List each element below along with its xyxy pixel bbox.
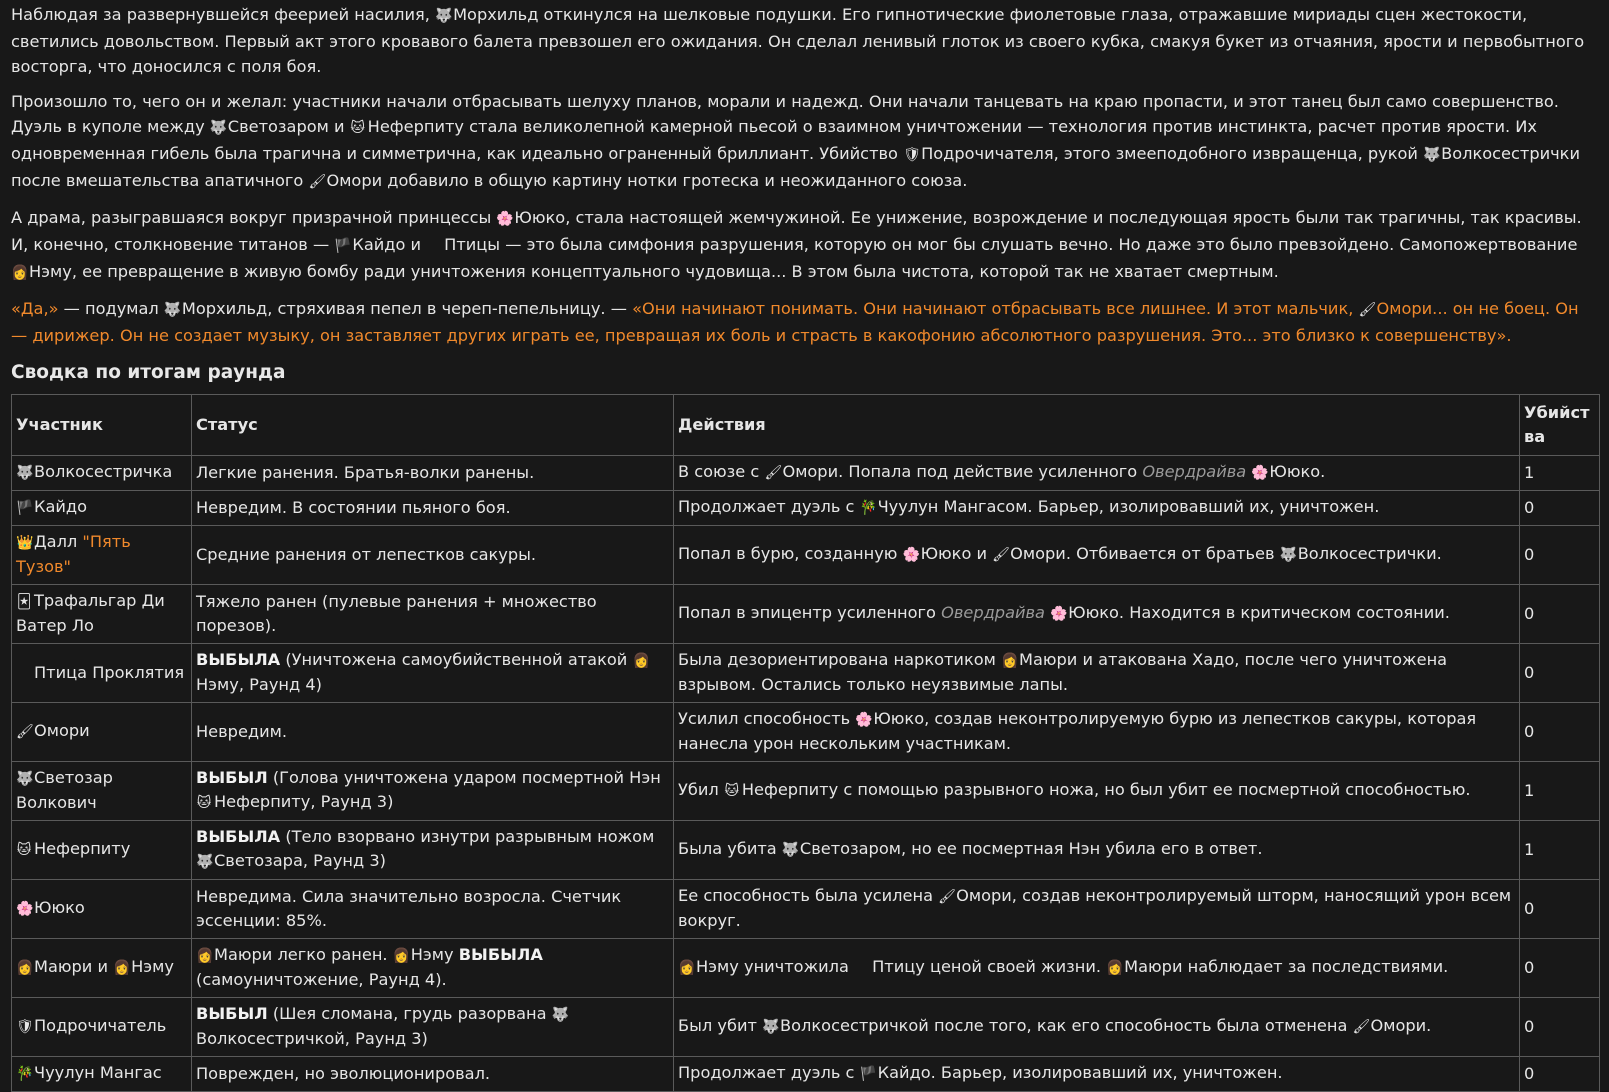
kills-cell: 0 [1520, 1057, 1600, 1092]
person-icon: 👩 [632, 653, 650, 669]
status-cell: Невредим. [192, 703, 674, 762]
flower-icon: 🌸 [16, 901, 34, 917]
participant-cell: 🌸Ююко [12, 880, 192, 939]
brush-icon: 🖌 [1352, 1019, 1371, 1035]
wolf-icon: 🐺 [16, 771, 34, 787]
kills-cell: 0 [1520, 939, 1600, 998]
actions-cell: Усилил способность 🌸Ююко, создав неконтролируемую бурю из лепестков сакуры, которая нанесла урон нескольким участникам. [674, 703, 1520, 762]
kills-cell: 0 [1520, 526, 1600, 585]
actions-cell: Ее способность была усилена 🖌Омори, создав неконтролируемый шторм, наносящий урон всем вокруг. [674, 880, 1520, 939]
wolf-icon: 🐺 [435, 8, 453, 24]
participant-cell: 🏴Кайдо [12, 491, 192, 526]
actions-cell: Попал в эпицентр усиленного Овердрайва 🌸Ююко. Находится в критическом состоянии. [674, 585, 1520, 644]
wolf-icon: 🐺 [781, 842, 800, 858]
header-participant: Участник [12, 395, 192, 456]
crown-icon: 👑 [16, 535, 34, 551]
flower-icon: 🌸 [1050, 606, 1068, 622]
table-row [12, 703, 1600, 762]
table-row [12, 491, 1600, 526]
status-cell: 👩Маюри легко ранен. 👩Нэму ВЫБЫЛА (самоуничтожение, Раунд 4). [192, 939, 674, 998]
participant-cell: 🖌Омори [12, 703, 192, 762]
table-row [12, 998, 1600, 1057]
paragraph-1: Наблюдая за развернувшейся феерией насилия, 🐺Морхильд откинулся на шелковые подушки. Его гипнотические фиолетовые глаза, отражавшие мириады сцен жестокости, светились довольством. Первый акт этого кровавого балета превзошел его ожидания. Он сделал ленивый глоток из своего кубка, смакуя букет из отчаяния, ярости и первобытного восторга, что доносился с поля боя. [11, 5, 1585, 76]
table-header-row [12, 395, 1600, 456]
flag-icon: 🏴 [859, 1066, 878, 1082]
wolf-icon: 🐺 [1279, 547, 1298, 563]
table-row [12, 821, 1600, 880]
person-icon: 👩 [16, 960, 34, 976]
table-row [12, 762, 1600, 821]
kills-cell: 0 [1520, 644, 1600, 703]
paragraph-2: Произошло то, чего он и желал: участники начали отбрасывать шелуху планов, морали и надежд. Они начали танцевать на краю пропасти, и этот танец был само совершенство. Дуэль в куполе между 🐺Светозаром и 🐱 Неферпиту стала великолепной камерной пьесой о взаимном уничтожении — технология против инстинкта, расчет против ярости. Их одновременная гибель была трагична и симметрична, как идеально ограненный бриллиант. Убийство 🛡Подрочичателя, этого змееподобного извращенца, рукой 🐺Волкосестрички после вмешательства апатичного 🖌Омори добавило в общую картину нотки гротеска и неожиданного союза. [11, 89, 1599, 195]
participant-cell: 🐺Светозар Волкович [12, 762, 192, 821]
kills-cell: 0 [1520, 703, 1600, 762]
kills-cell: 0 [1520, 998, 1600, 1057]
kills-cell: 0 [1520, 585, 1600, 644]
shield-icon: 🛡 [16, 1019, 34, 1035]
brush-icon: 🖌 [764, 465, 783, 481]
person-icon: 👩 [1106, 960, 1124, 976]
person-icon: 👩 [196, 948, 214, 964]
actions-cell: Была убита 🐺Светозаром, но ее посмертная Нэн убила его в ответ. [674, 821, 1520, 880]
brush-icon: 🖌 [938, 889, 956, 905]
status-cell: Поврежден, но эволюционировал. [192, 1057, 674, 1092]
status-cell: Тяжело ранен (пулевые ранения + множество порезов). [192, 585, 674, 644]
status-cell: Невредим. В состоянии пьяного боя. [192, 491, 674, 526]
status-cell: ВЫБЫЛА (Тело взорвано изнутри разрывным ножом 🐺Светозара, Раунд 3) [192, 821, 674, 880]
actions-cell: Продолжает дуэль с 🏴Кайдо. Барьер, изолировавший их, уничтожен. [674, 1057, 1520, 1092]
actions-cell: Продолжает дуэль с 🎋Чуулун Мангасом. Барьер, изолировавший их, уничтожен. [674, 491, 1520, 526]
table-row [12, 526, 1600, 585]
wolf-icon: 🐺 [762, 1019, 780, 1035]
status-cell: ВЫБЫЛА (Уничтожена самоубийственной атакой 👩Нэму, Раунд 4) [192, 644, 674, 703]
summary-table [11, 394, 1600, 1092]
cat-icon: 🐱 [16, 842, 32, 858]
participant-cell: 🃏 Трафальгар Ди Ватер Ло [12, 585, 192, 644]
brush-icon: 🖌 [16, 724, 34, 740]
status-cell: Невредима. Сила значительно возросла. Счетчик эссенции: 85%. [192, 880, 674, 939]
participant-cell: 👩Маюри и 👩Нэму [12, 939, 192, 998]
header-status: Статус [192, 395, 674, 456]
wolf-icon: 🐺 [209, 120, 228, 136]
participant-cell: Птица Проклятия [12, 644, 192, 703]
kills-cell: 0 [1520, 880, 1600, 939]
participant-cell: 🎋Чуулун Мангас [12, 1057, 192, 1092]
status-cell: ВЫБЫЛ (Шея сломана, грудь разорвана 🐺Волкосестричкой, Раунд 3) [192, 998, 674, 1057]
table-row [12, 1057, 1600, 1092]
flower-icon: 🌸 [902, 547, 920, 563]
table-row [12, 644, 1600, 703]
person-icon: 👩 [1000, 653, 1019, 669]
paragraph-3: А драма, разыгравшаяся вокруг призрачной принцессы 🌸Ююко, стала настоящей жемчужиной. Ее унижение, возрождение и последующая ярость были так трагичны, так красивы. И, конечно, столкновение титанов — 🏴Кайдо и Птицы — это была симфония разрушения, которую он мог бы слушать вечно. Но даже это было превзойдено. Самопожертвование 👩Нэму, ее превращение в живую бомбу ради уничтожения концептуального чудовища... В этом была чистота, которой так не хватает смертным. [11, 205, 1599, 286]
summary-heading: Сводка по итогам раунда [11, 362, 286, 383]
actions-cell: В союзе с 🖌Омори. Попала под действие усиленного Овердрайва 🌸Ююко. [674, 456, 1520, 491]
actions-cell: Была дезориентирована наркотиком 👩Маюри и атакована Хадо, после чего уничтожена взрывом. Остались только неуязвимые лапы. [674, 644, 1520, 703]
person-icon: 👩 [11, 265, 29, 281]
flower-icon: 🌸 [1251, 465, 1269, 481]
kills-cell: 1 [1520, 821, 1600, 880]
flower-icon: 🌸 [496, 211, 514, 227]
participant-cell: 🐺Волкосестричка [12, 456, 192, 491]
brush-icon: 🖌 [992, 547, 1010, 563]
table-row [12, 456, 1600, 491]
kills-cell: 0 [1520, 491, 1600, 526]
wolf-icon: 🐺 [551, 1007, 570, 1023]
actions-cell: Был убит 🐺Волкосестричкой после того, как его способность была отменена 🖌Омори. [674, 998, 1520, 1057]
wolf-icon: 🐺 [196, 854, 214, 870]
status-cell: ВЫБЫЛ (Голова уничтожена ударом посмертной Нэн 🐱 Неферпиту, Раунд 3) [192, 762, 674, 821]
brush-icon: 🖌 [308, 174, 327, 190]
cat-icon: 🐱 [724, 783, 740, 799]
shield-icon: 🛡 [903, 147, 921, 163]
participant-cell: 🛡Подрочичатель [12, 998, 192, 1057]
actions-cell: Попал в бурю, созданную 🌸Ююко и 🖌Омори. Отбивается от братьев 🐺Волкосестрички. [674, 526, 1520, 585]
person-icon: 👩 [113, 960, 131, 976]
header-actions: Действия [674, 395, 1520, 456]
figure-icon: 🎋 [859, 500, 878, 516]
table-row [12, 585, 1600, 644]
participant-cell: 🐱 Неферпиту [12, 821, 192, 880]
table-row [12, 939, 1600, 998]
header-kills: Убийст ва [1520, 395, 1600, 456]
actions-cell: Убил 🐱 Неферпиту с помощью разрывного ножа, но был убит ее посмертной способностью. [674, 762, 1520, 821]
figure-icon: 🎋 [16, 1066, 34, 1082]
status-cell: Легкие ранения. Братья-волки ранены. [192, 456, 674, 491]
flag-icon: 🏴 [334, 238, 352, 254]
flag-icon: 🏴 [16, 500, 34, 516]
actions-cell: 👩Нэму уничтожила Птицу ценой своей жизни. 👩Маюри наблюдает за последствиями. [674, 939, 1520, 998]
wolf-icon: 🐺 [1423, 147, 1441, 163]
kills-cell: 1 [1520, 762, 1600, 821]
cat-icon: 🐱 [350, 120, 365, 136]
status-cell: Средние ранения от лепестков сакуры. [192, 526, 674, 585]
cat-icon: 🐱 [196, 795, 212, 811]
participant-cell: 👑Далл "Пять Тузов" [12, 526, 192, 585]
wolf-icon: 🐺 [16, 465, 34, 481]
paragraph-4: «Да,» — подумал 🐺Морхильд, стряхивая пепел в череп-пепельницу. — «Они начинают понимать. Они начинают отбрасывать все лишнее. И этот мальчик, 🖌Омори... он не боец. Он — дирижер. Он не создает музыку, он заставляет других играть ее, превращая их боль и страсть в какофонию абсолютного разрушения. Это... это близко к совершенству». [11, 299, 1579, 345]
wolf-icon: 🐺 [163, 302, 182, 318]
card-icon: 🃏 [16, 594, 32, 610]
person-icon: 👩 [678, 960, 696, 976]
kills-cell: 1 [1520, 456, 1600, 491]
flower-icon: 🌸 [855, 712, 873, 728]
table-row [12, 880, 1600, 939]
person-icon: 👩 [392, 948, 411, 964]
brush-icon: 🖌 [1358, 302, 1377, 318]
